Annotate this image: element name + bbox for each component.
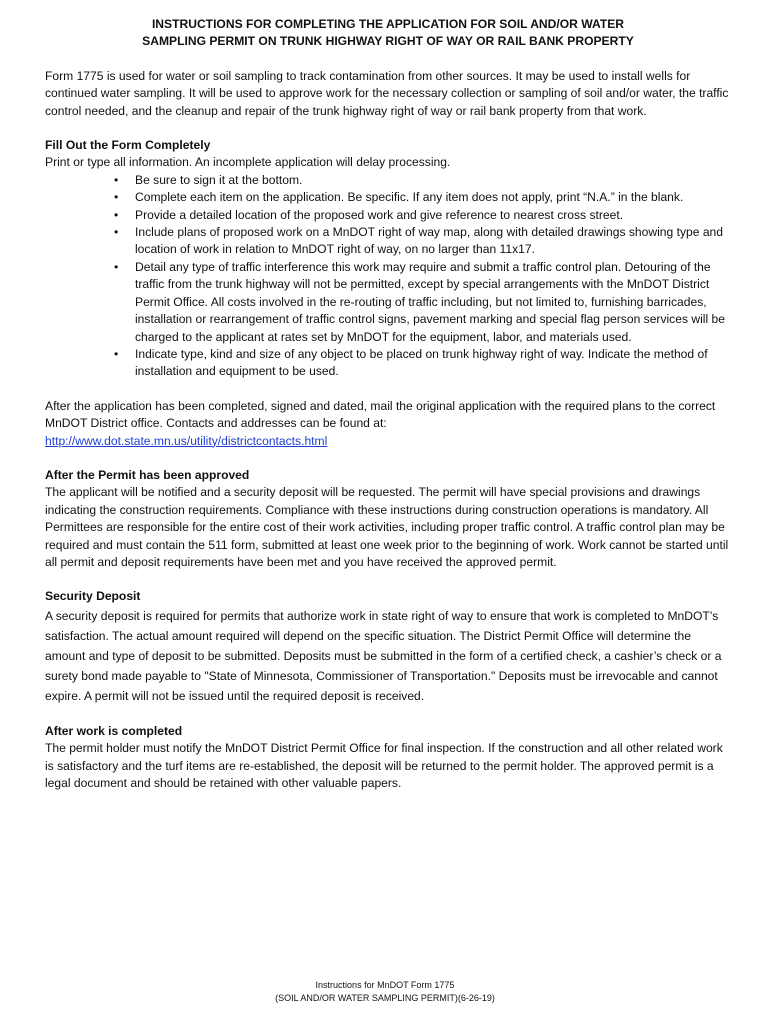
bullet-icon: • [114, 190, 119, 205]
list-item-text: Include plans of proposed work on a MnDOT right of way map, along with detailed drawings showing type and location of work in relation to MnDOT right of way, on no larger than 11x17. [135, 225, 723, 257]
fill-out-lead: Print or type all information. An incomplete application will delay processing. [45, 155, 451, 170]
after-permit-section [45, 467, 731, 571]
list-item-text: Detail any type of traffic interference this work may require and submit a traffic control plan. Detouring of the traffic from the trunk highway will not be permitted, except by special arrangements with the MnDOT District Permit Office. All costs involved in the re-routing of traffic including, but not limited to, furnishing barricades, installation or rearrangement of traffic control signs, pavement marking and special flag person services will be charged to the applicant at rates set by MnDOT for the equipment, labor, and materials used. [135, 259, 725, 344]
fill-out-section [45, 137, 731, 381]
footer-line-1: Instructions for MnDOT Form 1775 [315, 980, 455, 990]
fill-out-heading: Fill Out the Form Completely [45, 138, 211, 153]
bullet-icon: • [114, 207, 119, 222]
intro-paragraph: Form 1775 is used for water or soil sampling to track contamination from other sources. It may be used to install wells for continued water sampling. It will be used to approve work for the necessary collection or sampling of soil and/or water, the traffic control needed, and the cleanup and repair of the trunk highway right of way or rail bank property from that work. [45, 68, 729, 118]
after-work-body: The permit holder must notify the MnDOT District Permit Office for final inspection. If the construction and all other related work is satisfactory and the turf items are re-established, the deposit will be returned to the permit holder. The approved permit is a legal document and should be retained with other valuable papers. [45, 741, 723, 790]
after-work-section [45, 723, 731, 793]
title-line-2: SAMPLING PERMIT ON TRUNK HIGHWAY RIGHT OF WAY OR RAIL BANK PROPERTY [142, 34, 634, 49]
list-item-text: Provide a detailed location of the proposed work and give reference to nearest cross street. [135, 207, 624, 222]
list-item [114, 189, 731, 206]
security-deposit-heading: Security Deposit [45, 589, 141, 604]
mail-paragraph: After the application has been completed, signed and dated, mail the original application with the required plans to the correct MnDOT District office. Contacts and addresses can be found at: [45, 398, 716, 431]
title-line-1: INSTRUCTIONS FOR COMPLETING THE APPLICATION FOR SOIL AND/OR WATER [151, 17, 625, 31]
list-item [114, 172, 731, 189]
document-page [45, 16, 731, 809]
list-item [114, 259, 731, 346]
security-deposit-section [45, 588, 731, 705]
list-item-text: Indicate type, kind and size of any object to be placed on trunk highway right of way. Indicate the method of installation and equipment to be used. [135, 346, 708, 379]
bullet-icon: • [114, 259, 119, 274]
list-item-text: Be sure to sign it at the bottom. [135, 172, 303, 187]
mail-section [45, 398, 731, 450]
list-item-text: Complete each item on the application. Be specific. If any item does not apply, print “N.A.” in the blank. [135, 190, 684, 205]
bullet-icon: • [114, 346, 119, 361]
after-permit-heading: After the Permit has been approved [45, 467, 250, 482]
security-deposit-body: A security deposit is required for permits that authorize work in state right of way to ensure that work is completed to MnDOT’s satisfaction. The actual amount required will depend on the specific situation. The District Permit Office will determine the amount and type of deposit to be submitted. Deposits must be submitted in the form of a certified check, a cashier’s check or a surety bond made payable to "State of Minnesota, Commissioner of Transportation." Deposits must be irrevocable and cannot expire. A permit will not be issued until the required deposit is received. [45, 608, 722, 703]
list-item [114, 207, 731, 224]
district-contacts-link[interactable]: http://www.dot.state.mn.us/utility/districtcontacts.html [45, 433, 328, 448]
after-permit-body: The applicant will be notified and a security deposit will be requested. The permit will have special provisions and drawings indicating the construction requirements. Compliance with these instructions during construction operations is mandatory. All Permittees are responsible for the entire cost of their work activities, including proper traffic control. A traffic control plan may be required and must contain the 511 form, submitted at least one week prior to the beginning of work. Work cannot be started until all permit and deposit requirements have been met and you have received the approved permit. [45, 485, 729, 569]
list-item [114, 224, 731, 259]
page-footer [0, 979, 770, 1005]
after-work-heading: After work is completed [45, 723, 183, 738]
fill-out-bullet-list [45, 172, 731, 381]
bullet-icon: • [114, 172, 119, 187]
document-title [45, 16, 731, 51]
bullet-icon: • [114, 225, 119, 240]
list-item [114, 346, 731, 381]
footer-line-2: (SOIL AND/OR WATER SAMPLING PERMIT)(6-26-19) [275, 993, 495, 1003]
